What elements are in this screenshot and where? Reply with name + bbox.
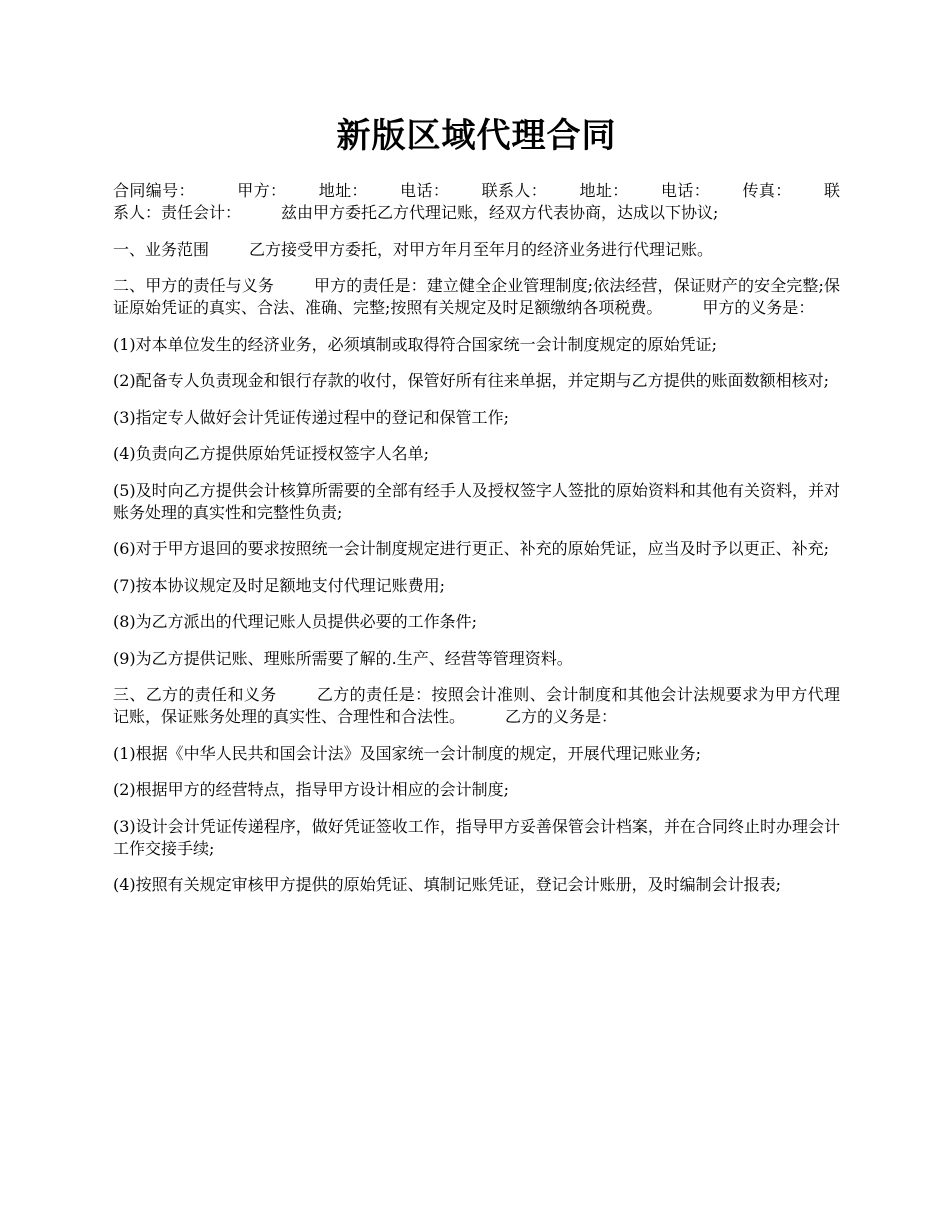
list-item: (3)设计会计凭证传递程序，做好凭证签收工作，指导甲方妥善保管会计档案，并在合同终止时办理会计工作交接手续; [113,816,840,858]
list-item: (7)按本协议规定及时足额地支付代理记账费用; [113,575,446,595]
list-item: (2)配备专人负责现金和银行存款的收付，保管好所有往来单据，并定期与乙方提供的账面数额相核对; [113,371,830,390]
party-a-label: 甲方： [236,181,287,200]
section-1 [113,239,840,261]
list-item: (9)为乙方提供记账、理账所需要了解的.生产、经营等管理资料。 [113,648,573,668]
list-item: (6)对于甲方退回的要求按照统一会计制度规定进行更正、补充的原始凭证，应当及时予以更正、补充; [113,539,830,558]
section-3 [113,684,840,728]
contact-label-1: 联系人： [481,181,548,200]
list-item: (8)为乙方派出的代理记账人员提供必要的工作条件; [113,612,478,631]
list-item: (4)按照有关规定审核甲方提供的原始凭证、填制记账凭证，登记会计账册，及时编制会计报表; [113,875,782,894]
contact-label-2: 联系人：责任会计： [113,181,840,222]
section-1-heading: 一、业务范围 [113,239,210,259]
list-item: (1)根据《中华人民共和国会计法》及国家统一会计制度的规定，开展代理记账业务; [113,743,702,763]
section-2 [113,275,840,319]
document-title: 新版区域代理合同 [336,116,617,156]
section-2-duty-intro: 甲方的义务是： [702,298,815,317]
list-item: (2)根据甲方的经营特点，指导甲方设计相应的会计制度; [113,780,510,799]
list-item: (3)指定专人做好会计凭证传递过程中的登记和保管工作; [113,407,510,427]
section-2-text: 甲方的责任是：建立健全企业管理制度;依法经营，保证财产的安全完整;保证原始凭证的真实、合法、准确、完整;按照有关规定及时足额缴纳各项税费。 [113,276,840,317]
document-page [113,112,840,911]
fax-label: 传真： [742,181,792,200]
list-item: (1)对本单位发生的经济业务，必须填制或取得符合国家统一会计制度规定的原始凭证; [113,334,718,354]
address-label-2: 地址： [579,181,629,200]
section-1-text: 乙方接受甲方委托，对甲方年月至年月的经济业务进行代理记账。 [249,239,714,259]
address-label-1: 地址： [318,181,368,200]
section-3-duty-intro: 乙方的义务是： [505,707,618,726]
intro-text: 兹由甲方委托乙方代理记账，经双方代表协商，达成以下协议; [281,203,719,222]
section-3-text: 乙方的责任是：按照会计准则、会计制度和其他会计法规要求为甲方代理记账，保证账务处理的真实性、合理性和合法性。 [113,685,840,726]
header-paragraph [113,180,840,224]
section-2-heading: 二、甲方的责任与义务 [113,276,274,295]
list-item: (5)及时向乙方提供会计核算所需要的全部有经手人及授权签字人签批的原始资料和其他有关资料，并对账务处理的真实性和完整性负责; [113,480,840,522]
phone-label-2: 电话： [660,181,711,200]
list-item: (4)负责向乙方提供原始凭证授权签字人名单; [113,444,430,463]
phone-label-1: 电话： [399,181,450,200]
section-3-heading: 三、乙方的责任和义务 [113,685,277,704]
contract-no-label: 合同编号： [113,181,195,200]
